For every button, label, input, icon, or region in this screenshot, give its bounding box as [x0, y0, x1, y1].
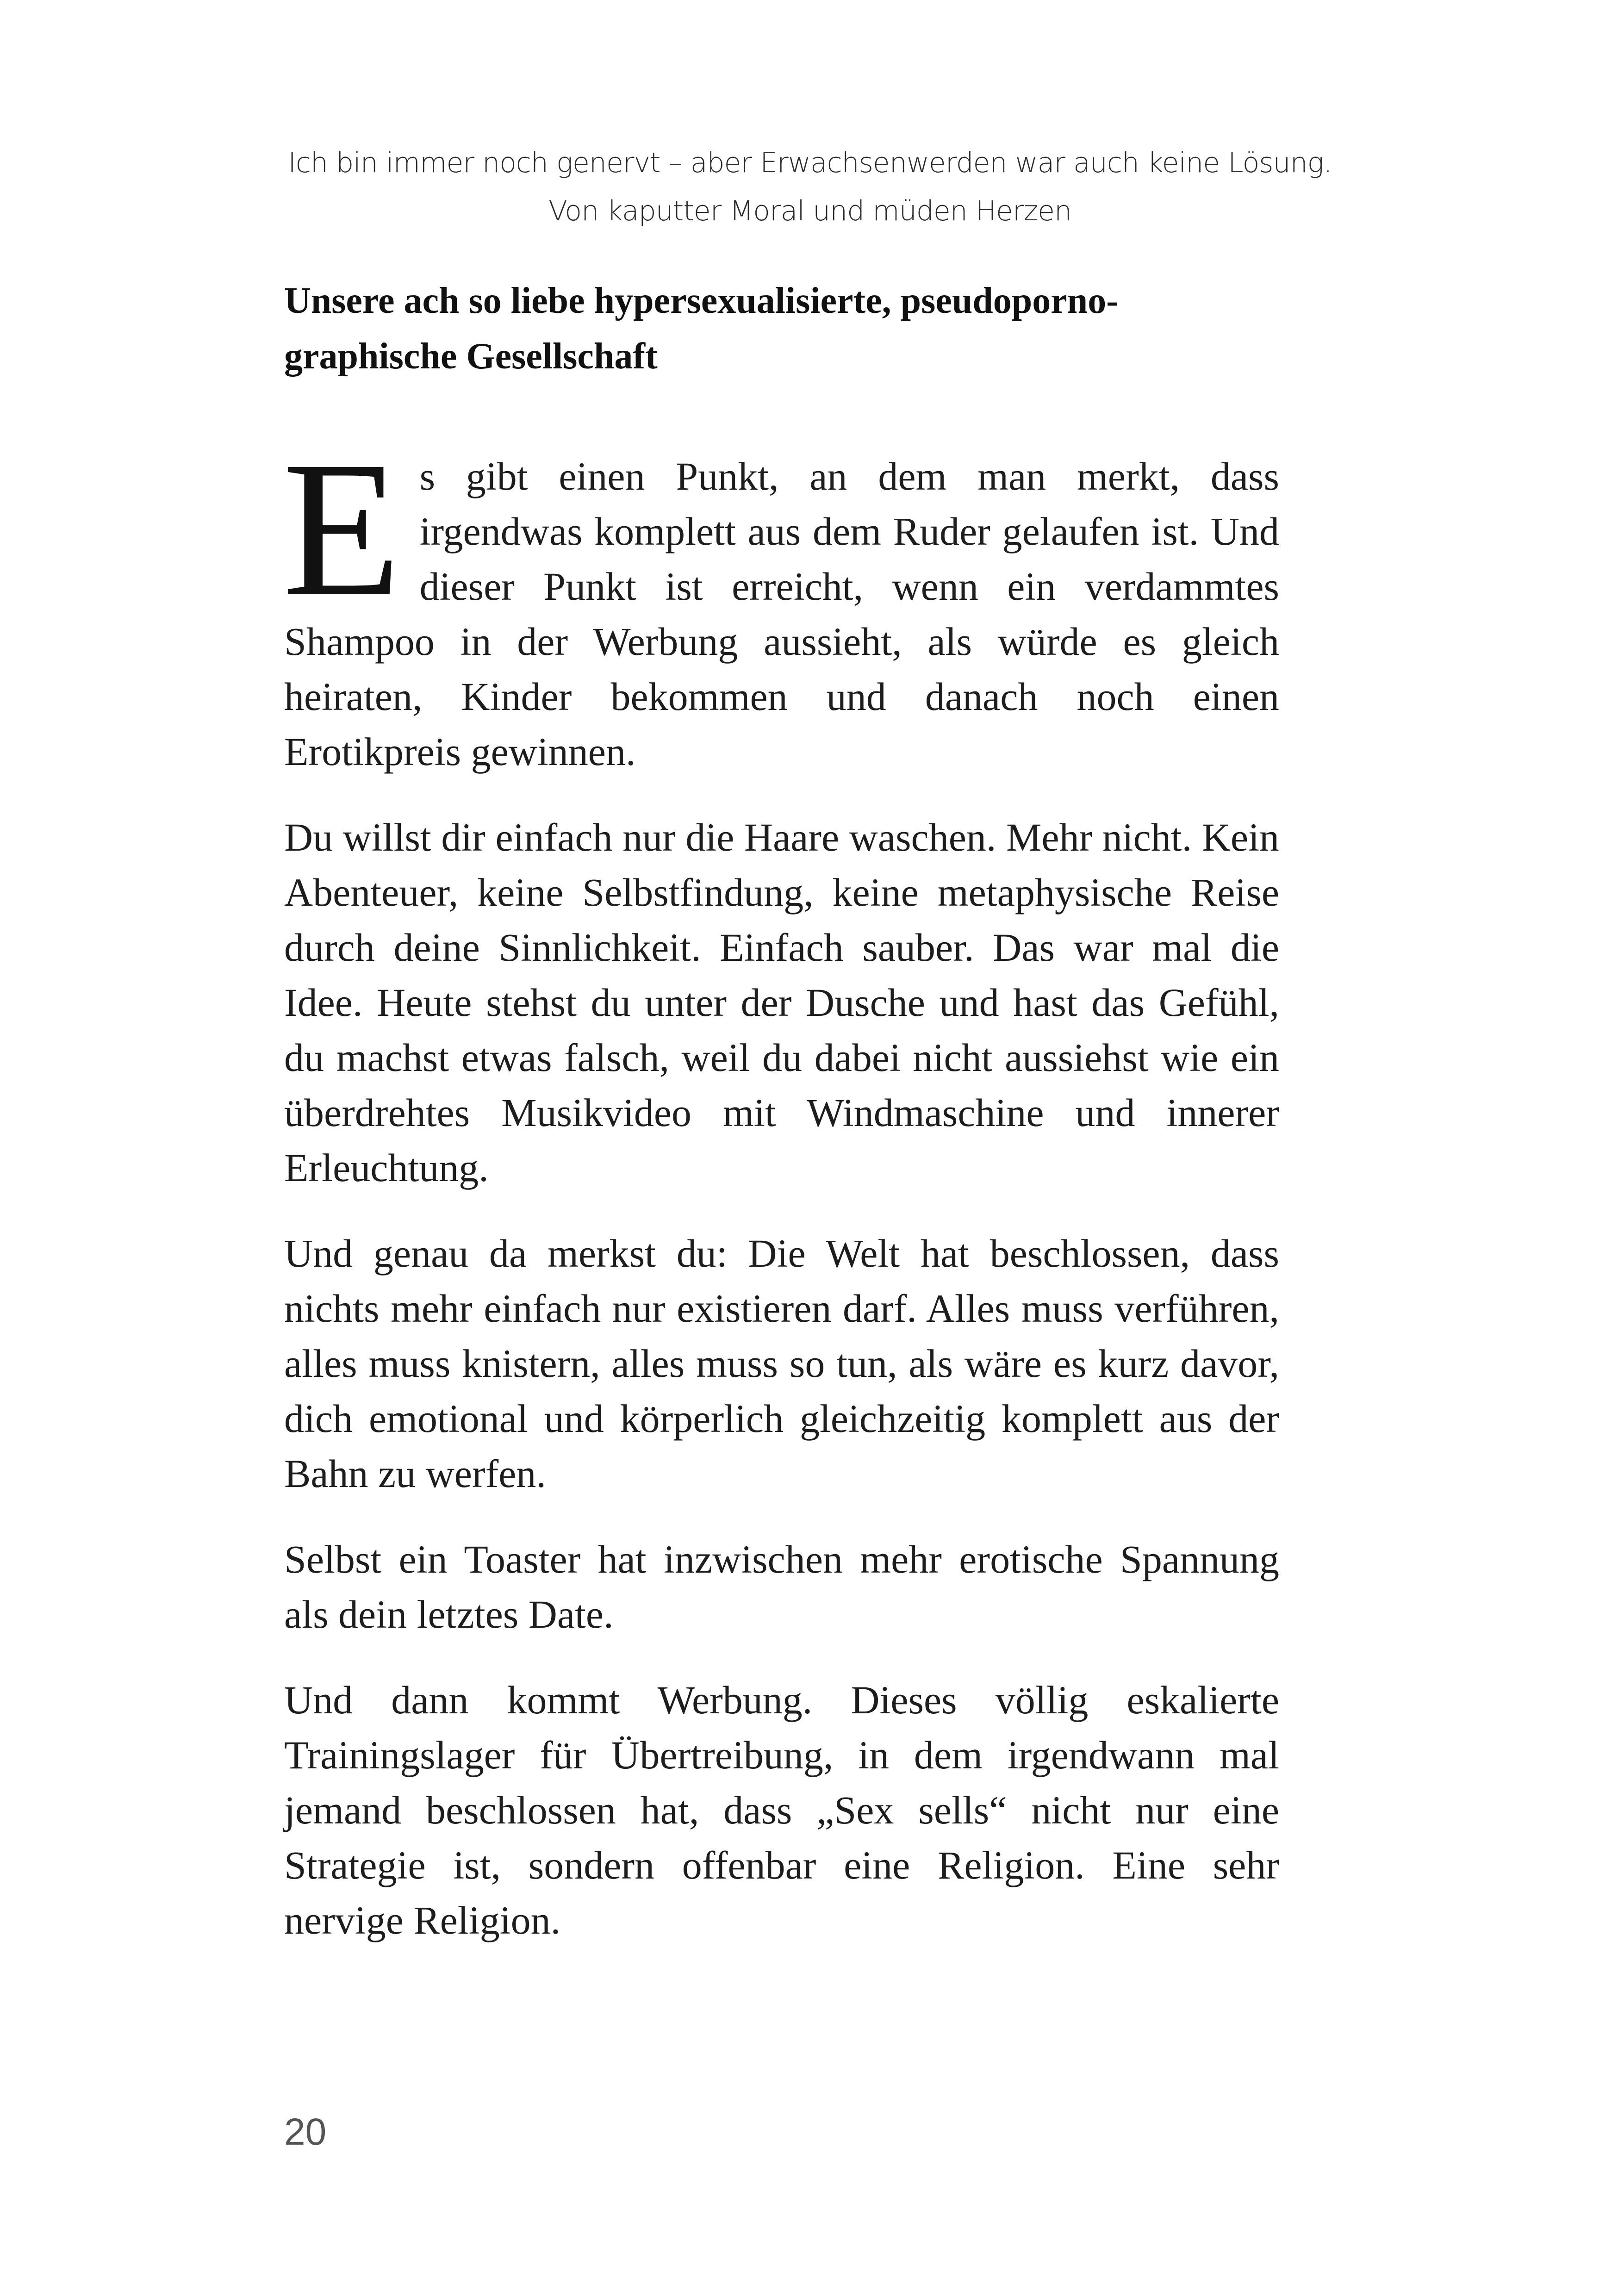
- paragraph-2: Du willst dir einfach nur die Haare waschen. Mehr nicht. Kein Abenteuer, keine Selbstfindung, keine metaphysische Reise durch deine Sinnlichkeit. Einfach sauber. Das war mal die Idee. Heute stehst du unter der Dusche und hast das Gefühl, du machst etwas falsch, weil du dabei nicht aussiehst wie ein überdrehtes Musikvideo mit Windmaschine und innerer Erleuchtung.: [284, 815, 1279, 1190]
- paragraph-1: [282, 421, 1279, 779]
- paragraph-3: Und genau da merkst du: Die Welt hat beschlossen, dass nichts mehr einfach nur existieren darf. Alles muss verführen, alles muss knistern, alles muss so tun, als wäre es kurz davor, dich emotional und körperlich gleichzeitig komplett aus der Bahn zu werfen.: [284, 1231, 1279, 1496]
- page-body: [284, 273, 1279, 1979]
- paragraph-5: Und dann kommt Werbung. Dieses völlig eskalierte Trainingslager für Übertreibung, in dem irgendwann mal jemand beschlossen hat, dass „Sex sells“ nicht nur eine Strategie ist, sondern offenbar eine Religion. Eine sehr nervige Religion.: [284, 1678, 1279, 1942]
- chapter-title: Unsere ach so liebe hypersexualisierte, pseudoporno-graphische Gesellschaft: [284, 280, 1119, 377]
- page-number: 20: [284, 2111, 327, 2153]
- drop-cap-letter: E: [282, 421, 401, 636]
- paragraph-1-text: s gibt einen Punkt, an dem man merkt, dass irgendwas komplett aus dem Ruder gelaufen ist. Und dieser Punkt ist erreicht, wenn ein verdammtes Shampoo in der Werbung aussieht, als würde es gleich heiraten, Kinder bekommen und danach noch einen Erotikpreis gewinnen.: [284, 454, 1279, 774]
- paragraph-4: Selbst ein Toaster hat inzwischen mehr erotische Spannung als dein letztes Date.: [284, 1537, 1279, 1636]
- running-header-line-2: Von kaputter Moral und müden Herzen: [548, 195, 1072, 227]
- running-header-line-1: Ich bin immer noch genervt – aber Erwachsenwerden war auch keine Lösung.: [288, 147, 1332, 179]
- running-header: [176, 139, 1444, 235]
